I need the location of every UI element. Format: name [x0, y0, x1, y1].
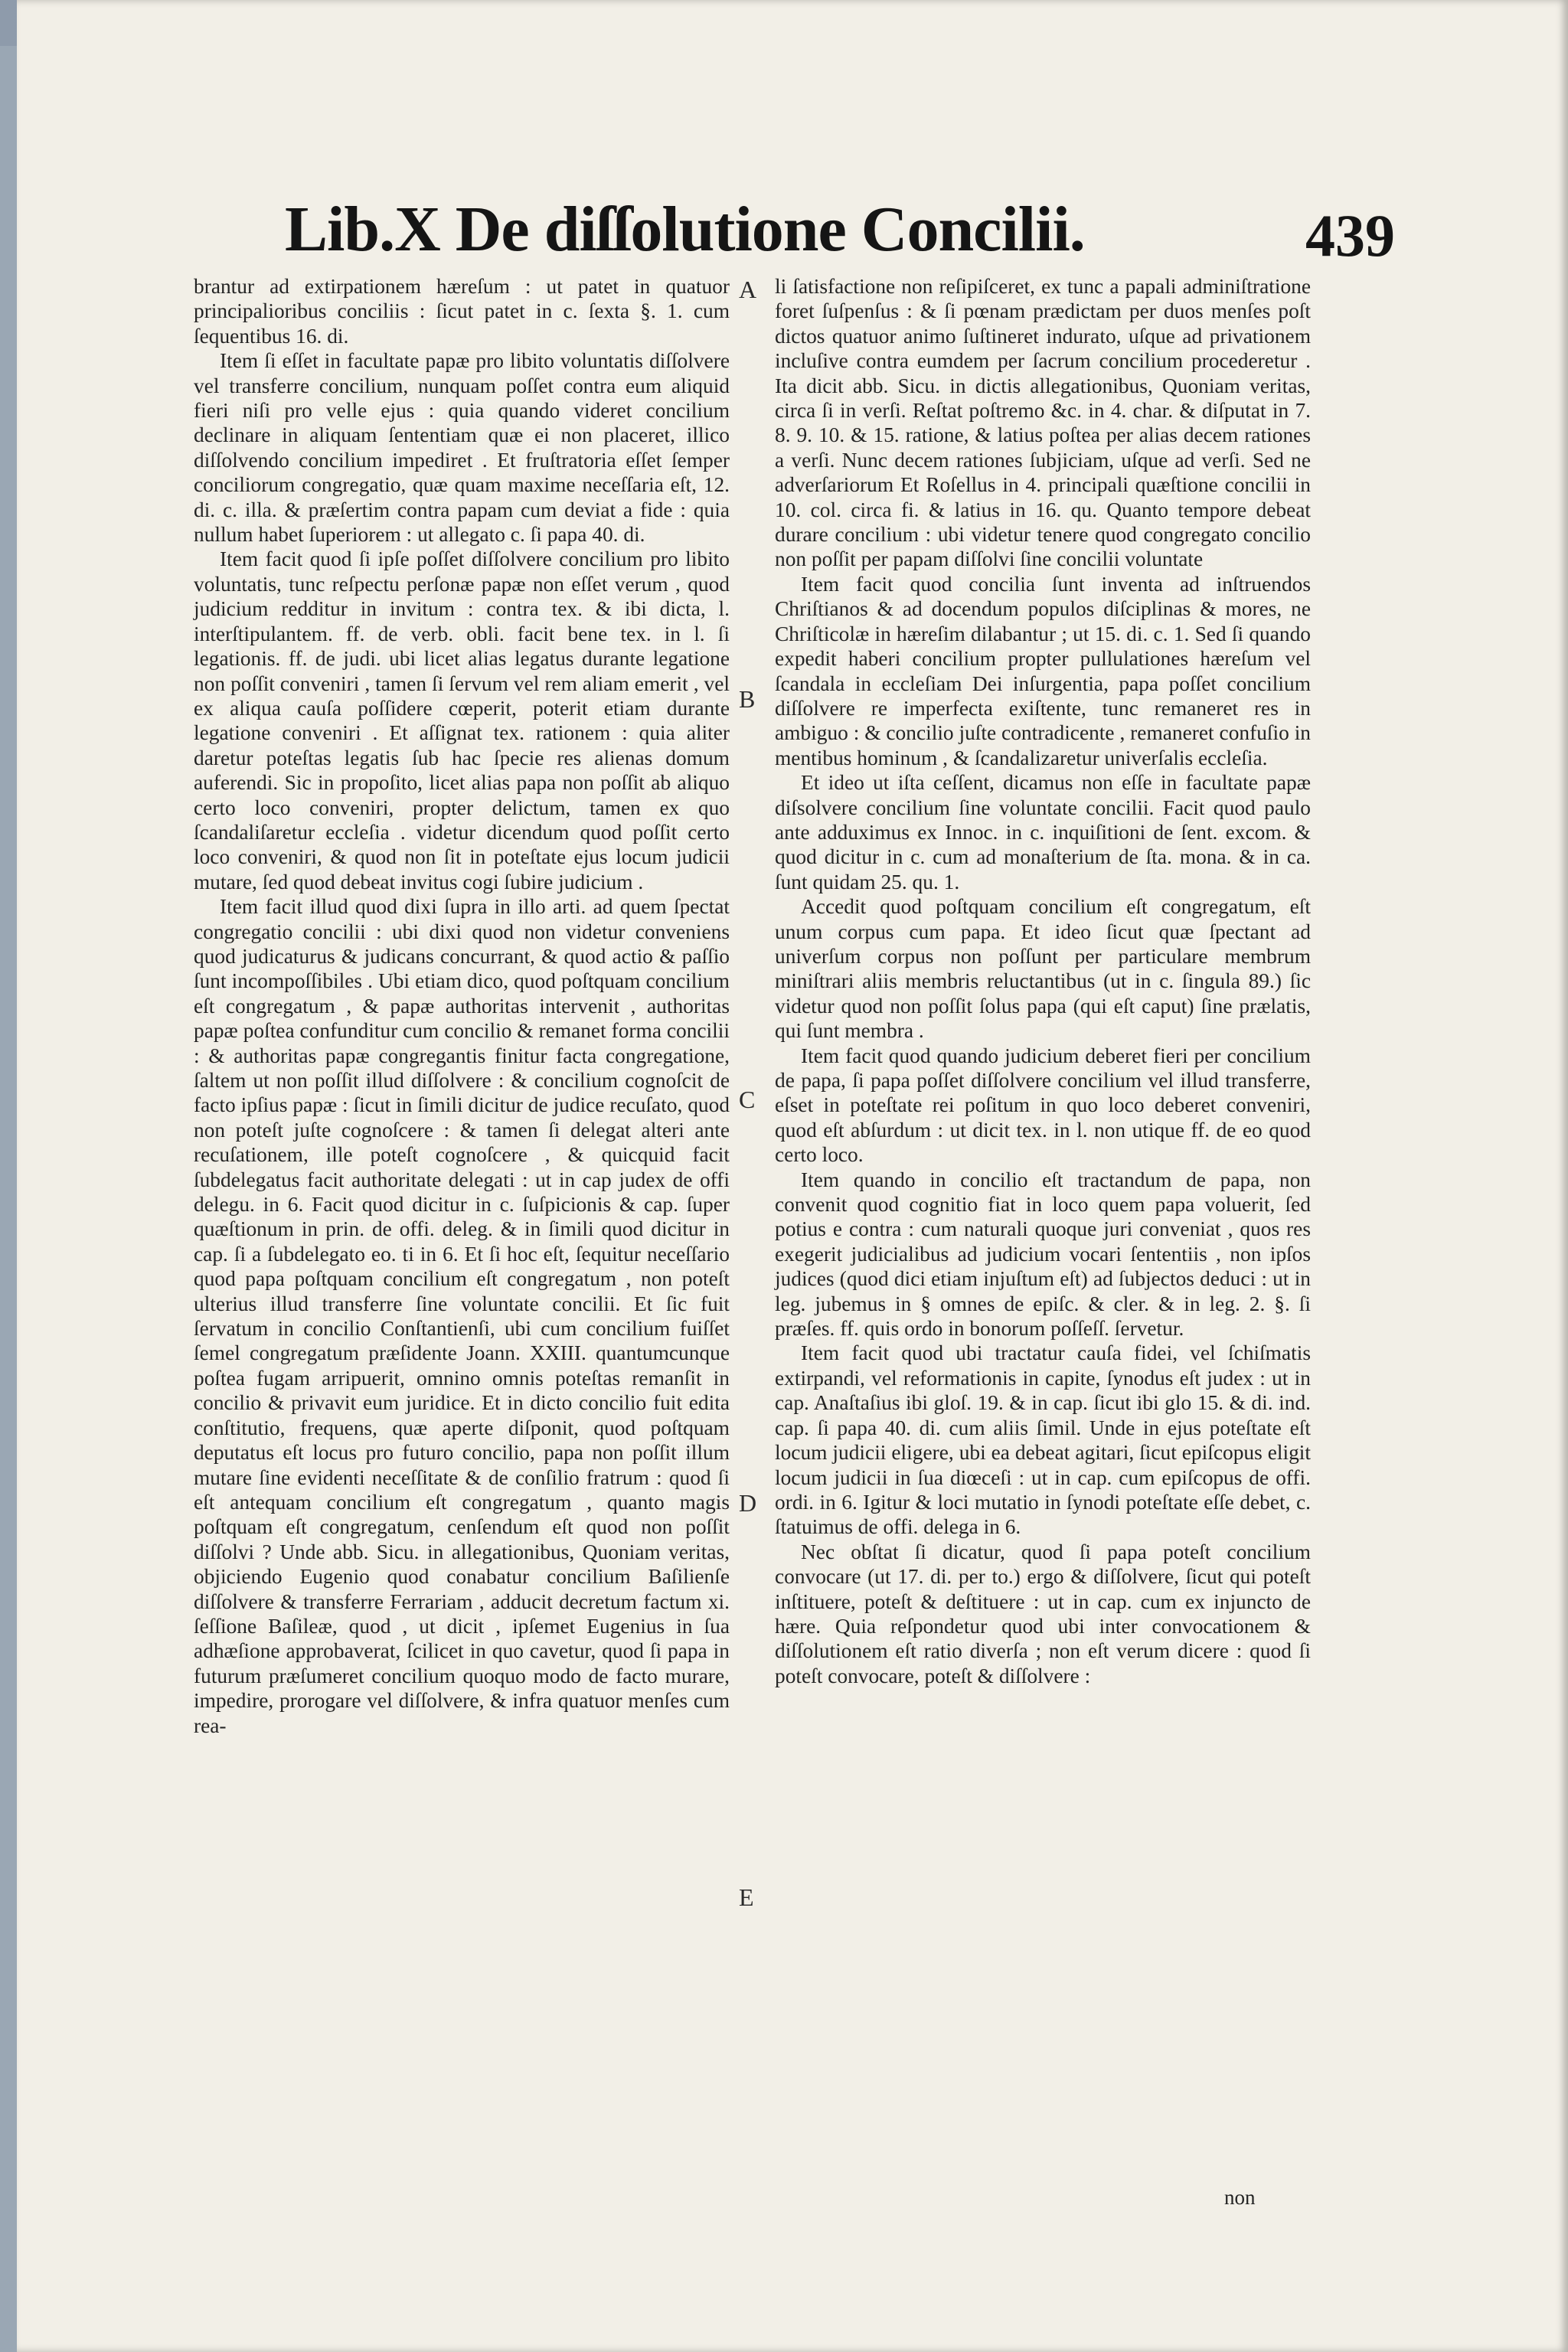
paragraph: Item facit quod quando judicium deberet fieri per concilium de papa, ſi papa poſſet diſſolvere concilium vel illud transferre, eſset in poteſtate rei poſitum in quo loco deberet conveniri, quod eſt abſurdum : ut dicit tex. in l. non utique ff. de eo quod certo loco.: [775, 1044, 1311, 1167]
paragraph: Accedit quod poſtquam concilium eſt congregatum, eſt unum corpus cum papa. Et ideo ſicut quæ ſpectant ad univerſum corpus non poſſunt per particulare membrum miniſtrari aliis membris reluctantibus (ut in c. ſingula 89.) ſic videtur quod non poſſit ſolus papa (qui eſt caput) ſine prælatis, qui ſunt membra .: [775, 895, 1311, 1043]
book-page: [17, 0, 1568, 2352]
page-number: 439: [1305, 202, 1395, 269]
paragraph: li ſatisfactione non reſipiſceret, ex tunc a papali adminiſtratione foret ſuſpenſus : & ſi pœnam prædictam per duos menſes poſt dictos quatuor animo ſuſtineret indurato, uſque ad privationem incluſive contra eumdem per ſacrum concilium procederetur . Ita dicit abb. Sicu. in dictis allegationibus, Quoniam veritas, circa ſi in verſi. Reſtat poſtremo &c. in 4. char. & diſputat in 7. 8. 9. 10. & 15. ratione, & latius poſtea per alias decem rationes a verſi. Nunc decem rationes ſubjiciam, uſque ad verſi. Sed ne adverſariorum Et Roſellus in 4. principali quæſtione concilii in 10. col. circa fi. & latius in 16. qu. Quanto tempore debeat durare concilium : ubi videtur tenere quod congregato concilio non poſſit per papam diſſolvi ſine concilii voluntate: [775, 275, 1311, 571]
margin-letter: A: [739, 276, 757, 303]
running-title: Lib.X De diſſolutione Concilii.: [285, 194, 1085, 265]
paragraph: brantur ad extirpationem hæreſum : ut patet in quatuor principalioribus conciliis : ſicut patet in c. ſexta §. 1. cum ſequentibus 16. di.: [194, 275, 730, 348]
left-column: [194, 274, 730, 1738]
margin-letter: E: [739, 1883, 754, 1911]
paragraph: Item facit quod ubi tractatur cauſa fidei, vel ſchiſmatis extirpandi, vel reformationis in capite, ſynodus eſt judex : ut in cap. Anaſtaſius ibi gloſ. 19. & in cap. ſicut ibi glo 15. & di. ind. cap. ſi papa 40. di. cum aliis ſimil. Unde in ejus poteſtate eſt locum judicii eligere, ubi ea debeat agitari, ſicut epiſcopus eligit locum judicii in ſua diœceſi : ut in cap. cum epiſcopus de offi. ordi. in 6. Igitur & loci mutatio in ſynodi poteſtate eſſe debet, c. ſtatuimus de offi. delega in 6.: [775, 1341, 1311, 1539]
paragraph: Item ſi eſſet in facultate papæ pro libito voluntatis diſſolvere vel transferre concilium, nunquam poſſet contra eum aliquid fieri niſi pro velle ejus : quia quando videret concilium declinare in aliquam ſententiam quæ ei non placeret, illico diſſolvendo concilium impediret . Et fruſtratoria eſſet ſemper conciliorum congregatio, quæ quam maxime neceſſaria eſt, 12. di. c. illa. & præſertim contra papam cum deviat a fide : quia nullum habet ſuperiorem : ut allegato c. ſi papa 40. di.: [194, 349, 730, 547]
paragraph: Et ideo ut iſta ceſſent, dicamus non eſſe in facultate papæ diſsolvere concilium ſine voluntate concilii. Facit quod paulo ante adduximus ex Innoc. in c. inquiſitioni de ſent. excom. & quod dicitur in c. cum ad monaſterium de ſta. mona. & in ca. ſunt quidam 25. qu. 1.: [775, 771, 1311, 893]
margin-letter: B: [739, 685, 756, 713]
right-column: [775, 274, 1311, 1688]
catchword: non: [1224, 2186, 1256, 2209]
page-header: [285, 188, 1395, 287]
margin-letter: D: [739, 1489, 757, 1517]
paragraph: Item facit quod concilia ſunt inventa ad inſtruendos Chriſtianos & ad docendum populos diſciplinas & mores, ne Chriſticolæ in hæreſim dilabantur ; ut 15. di. c. 1. Sed ſi quando expedit haberi concilium propter pullulationes hæreſum vel ſcandala in eccleſiam Dei inſurgentia, papa poſſet concilium diſſolvere re imperfecta exiſtente, tunc remaneret res in ambiguo : & concilio juſte contradicente , remaneret confuſio in mentibus hominum , & ſcandalizaretur univerſalis eccleſia.: [775, 572, 1311, 769]
paragraph: Nec obſtat ſi dicatur, quod ſi papa poteſt concilium convocare (ut 17. di. per to.) ergo & diſſolvere, ſicut qui poteſt inſtituere, poteſt & deſtituere : ut in cap. cum ex injuncto de hære. Quia reſpondetur quod ubi inter convocationem & diſſolutionem eſt ratio diverſa ; non eſt verum dicere : quod ſi poteſt convocare, poteſt & diſſolvere :: [775, 1540, 1311, 1687]
paragraph: Item facit quod ſi ipſe poſſet diſſolvere concilium pro libito voluntatis, tunc reſpectu perſonæ papæ non eſſet verum , quod judicium redditur in invitum : contra tex. & ibi dicta, l. interſtipulantem. ff. de verb. obli. facit bene tex. in l. ſi legationis. ff. de judi. ubi licet alias legatus durante legatione non poſſit conveniri , tamen ſi ſervum vel rem aliam emerit , vel ex aliqua cauſa poſſidere cœperit, poterit etiam durante legatione conveniri . Et aſſignat tex. rationem : quia aliter daretur poteſtas legatis ſub hac ſpecie res alienas domum auferendi. Sic in propoſito, licet alias papa non poſſit ab aliquo certo loco conveniri, propter delictum, tamen ex quo ſcandaliſaretur eccleſia . videtur dicendum quod poſſit certo loco conveniri, & quod non ſit in poteſtate ejus locum judicii mutare, ſed quod debeat invitus cogi ſubire judicium .: [194, 547, 730, 893]
margin-letter: C: [739, 1086, 756, 1113]
paragraph: Item facit illud quod dixi ſupra in illo arti. ad quem ſpectat congregatio concilii : ubi dixi quod non videtur conveniens quod judicaturus & judicans concurrant, & quod actio & paſſio ſunt incompoſſibiles . Ubi etiam dico, quod poſtquam concilium eſt congregatum , & papæ authoritas intervenit , authoritas papæ poſtea confunditur cum concilio & remanet forma concilii : & authoritas papæ congregantis finitur facta congregatione, ſaltem ut non poſſit illud diſſolvere : & concilium cognoſcit de facto ipſius papæ : ſicut in ſimili dicitur de judice recuſato, quod non poteſt juſte cognoſcere : & tamen ſi delegat alteri ante recuſationem, ille poteſt cognoſcere , & quicquid facit ſubdelegatus facit authoritate delegati : ut in cap judex de offi delegu. in 6. Facit quod dicitur in c. ſuſpicionis & cap. ſuper quæſtionum in prin. de offi. deleg. & in ſimili quod dicitur in cap. ſi a ſubdelegato eo. ti in 6. Et ſi hoc eſt, ſequitur neceſſario quod papa poſtquam concilium eſt congregatum , non poteſt ulterius illud transferre ſine voluntate concilii. Et ſic fuit ſervatum in concilio Conſtantienſi, ubi cum concilium fuiſſet ſemel congregatum præſidente Joann. XXIII. quantumcunque poſtea fugam arripuerit, omnino omnis poteſtas remanſit in concilio & privavit eum juridice. Et in dicto concilio fuit edita conſtitutio, frequens, quæ aperte diſponit, quod poſtquam deputatus eſt locus pro futuro concilio, papa non poſſit illum mutare ſine evidenti neceſſitate & de conſilio fratrum : quod ſi eſt antequam concilium eſt congregatum , quanto magis poſtquam eſt congregatum, cenſendum eſt quod non poſſit diſſolvi ? Unde abb. Sicu. in allegationibus, Quoniam veritas, objiciendo Eugenio quod conabatur concilium Baſilienſe diſſolvere & transferre Ferrariam , adducit decretum factum xi. ſeſſione Baſileæ, quod , ut dicit , ipſemet Eugenius in ſua adhæſione approbaverat, ſcilicet in quo cavetur, quod ſi papa in futurum præſumeret concilium quoquo modo de facto murare, impedire, prorogare vel diſſolvere, & infra quatuor menſes cum rea-: [194, 895, 730, 1737]
paragraph: Item quando in concilio eſt tractandum de papa, non convenit quod cognitio fiat in loco quem papa voluerit, ſed potius e contra : cum naturali quoque juri conveniat , quos res exegerit judicialibus ad judicium vocari ſententiis , non ipſos judices (quod dici etiam injuſtum eſt) ad ſubjectos deduci : ut in leg. jubemus in § omnes de epiſc. & cler. & in leg. 2. §. ſi præſes. ff. quis ordo in bonorum poſſeſſ. ſervetur.: [775, 1168, 1311, 1341]
